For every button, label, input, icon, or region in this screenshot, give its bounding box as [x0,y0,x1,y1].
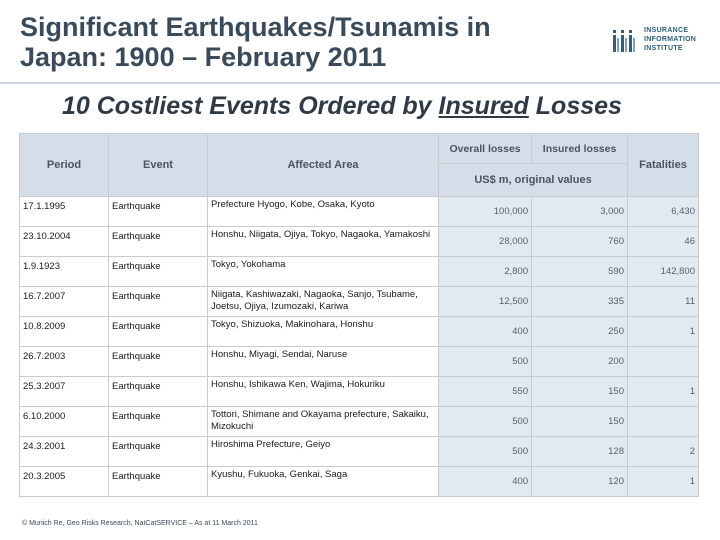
cell-overall-losses: 400 [439,317,532,347]
cell-overall-losses: 500 [439,437,532,467]
table-row [20,347,699,377]
title-divider [0,82,720,84]
header-period: Period [20,134,109,197]
cell-event: Earthquake [109,317,208,347]
cell-area: Tottori, Shimane and Okayama prefecture, Sakaiku, Mizokuchi [208,407,439,437]
cell-event: Earthquake [109,437,208,467]
header-unit: US$ m, original values [439,164,628,197]
cell-area: Tokyo, Shizuoka, Makinohara, Honshu [208,317,439,347]
cell-insured-losses: 3,000 [532,197,628,227]
cell-fatalities: 6,430 [628,197,699,227]
losses-table [19,133,699,497]
table-row [20,407,699,437]
subtitle [62,92,622,121]
subtitle-underlined: Insured [438,92,529,120]
title-line-2: Japan: 1900 – February 2011 [20,42,387,72]
table-row [20,467,699,497]
table-row [20,287,699,317]
cell-insured-losses: 590 [532,257,628,287]
cell-overall-losses: 28,000 [439,227,532,257]
table-row [20,257,699,287]
logo-line-3: INSTITUTE [644,45,683,52]
iii-logo [612,26,712,62]
cell-fatalities [628,347,699,377]
header-insured-losses: Insured losses [532,134,628,164]
subtitle-suffix: Losses [528,92,622,120]
cell-fatalities: 1 [628,377,699,407]
cell-overall-losses: 100,000 [439,197,532,227]
subtitle-prefix: 10 Costliest Events Ordered by [62,92,439,120]
cell-period: 25.3.2007 [20,377,109,407]
cell-area: Honshu, Miyagi, Sendai, Naruse [208,347,439,377]
cell-overall-losses: 500 [439,407,532,437]
cell-area: Tokyo, Yokohama [208,257,439,287]
page-title [20,12,580,72]
cell-overall-losses: 500 [439,347,532,377]
cell-event: Earthquake [109,467,208,497]
header-area: Affected Area [208,134,439,197]
cell-fatalities: 1 [628,467,699,497]
cell-overall-losses: 12,500 [439,287,532,317]
iii-logo-icon [612,28,642,54]
cell-period: 24.3.2001 [20,437,109,467]
cell-event: Earthquake [109,197,208,227]
cell-area: Kyushu, Fukuoka, Genkai, Saga [208,467,439,497]
cell-event: Earthquake [109,407,208,437]
table-row [20,377,699,407]
table-row [20,227,699,257]
cell-overall-losses: 400 [439,467,532,497]
cell-period: 6.10.2000 [20,407,109,437]
cell-area: Hiroshima Prefecture, Geiyo [208,437,439,467]
cell-insured-losses: 250 [532,317,628,347]
cell-period: 26.7.2003 [20,347,109,377]
cell-insured-losses: 200 [532,347,628,377]
table-body [20,197,699,497]
cell-area: Niigata, Kashiwazaki, Nagaoka, Sanjo, Tsubame, Joetsu, Ojiya, Izumozaki, Kariwa [208,287,439,317]
cell-insured-losses: 335 [532,287,628,317]
cell-area: Honshu, Ishikawa Ken, Wajima, Hokuriku [208,377,439,407]
cell-area: Honshu, Niigata, Ojiya, Tokyo, Nagaoka, Yamakoshi [208,227,439,257]
cell-insured-losses: 150 [532,377,628,407]
cell-fatalities: 11 [628,287,699,317]
cell-period: 17.1.1995 [20,197,109,227]
cell-fatalities [628,407,699,437]
cell-event: Earthquake [109,257,208,287]
cell-period: 16.7.2007 [20,287,109,317]
header-event: Event [109,134,208,197]
cell-period: 20.3.2005 [20,467,109,497]
header-overall-losses: Overall losses [439,134,532,164]
header-fatalities: Fatalities [628,134,699,197]
cell-insured-losses: 120 [532,467,628,497]
logo-line-1: INSURANCE [644,27,689,34]
cell-event: Earthquake [109,287,208,317]
table-row [20,197,699,227]
cell-period: 23.10.2004 [20,227,109,257]
cell-period: 10.8.2009 [20,317,109,347]
cell-overall-losses: 2,800 [439,257,532,287]
source-footnote: © Munich Re, Geo Risks Research, NatCatSERVICE – As at 11 March 2011 [22,520,258,527]
logo-text [644,26,696,53]
cell-fatalities: 1 [628,317,699,347]
cell-fatalities: 46 [628,227,699,257]
logo-line-2: INFORMATION [644,36,697,43]
cell-event: Earthquake [109,347,208,377]
cell-overall-losses: 550 [439,377,532,407]
cell-insured-losses: 760 [532,227,628,257]
cell-period: 1.9.1923 [20,257,109,287]
title-line-1: Significant Earthquakes/Tsunamis in [20,12,491,42]
cell-insured-losses: 150 [532,407,628,437]
cell-event: Earthquake [109,377,208,407]
cell-area: Prefecture Hyogo, Kobe, Osaka, Kyoto [208,197,439,227]
table-row [20,317,699,347]
cell-event: Earthquake [109,227,208,257]
table-row [20,437,699,467]
cell-fatalities: 2 [628,437,699,467]
cell-insured-losses: 128 [532,437,628,467]
cell-fatalities: 142,800 [628,257,699,287]
